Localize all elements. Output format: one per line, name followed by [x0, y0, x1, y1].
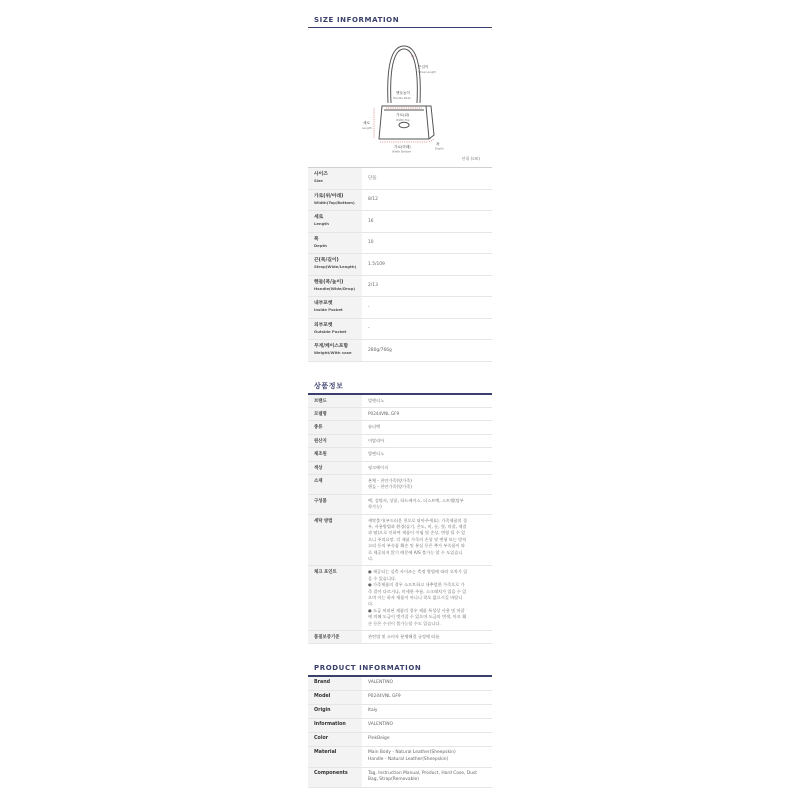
handle-label-en: Handle Wide [393, 96, 411, 100]
goods-row-value-line: P0244VNL GF9 [368, 410, 400, 416]
product-row [308, 705, 492, 719]
size-row-label-ko: 세로 [314, 215, 324, 220]
size-row-value: 1.5/109 [362, 254, 492, 276]
size-row [308, 168, 492, 190]
goods-row [308, 566, 492, 631]
size-row-label-ko: 가로(위/아래) [314, 193, 344, 199]
product-row-value [362, 767, 492, 787]
size-row [308, 318, 492, 340]
size-row-value: 8/12 [362, 189, 492, 211]
size-row [308, 254, 492, 276]
goods-table [308, 394, 492, 645]
width-bottom-label-en: Width Bottom [392, 149, 412, 153]
product-row-label: Components [308, 767, 362, 787]
product-row [308, 691, 492, 705]
goods-row-value-line: 착가능) [368, 504, 382, 510]
product-row-value-line: PinkBeige [368, 736, 390, 742]
size-row-value: - [362, 318, 492, 340]
length-label: 세로 [363, 121, 370, 125]
product-row-value-line: Tag, Instruction Manual, Product, Hard Case, Dust [368, 770, 477, 776]
goods-row-value-line: 다. [368, 601, 374, 607]
goods-row-label: 제조원 [308, 448, 362, 461]
goods-row-value-line: 이탈리아 [368, 437, 385, 443]
goods-row-label: 색상 [308, 461, 362, 474]
size-row-value: 2/13 [362, 275, 492, 297]
size-row-label-en: Weight/With case [314, 350, 352, 355]
goods-row-value-line: 으며 이는 하자 제품이 아니니 착오 없으시길 바랍니 [368, 595, 463, 601]
goods-row-value [362, 474, 492, 494]
product-information-title: PRODUCT INFORMATION [308, 662, 492, 676]
size-row [308, 275, 492, 297]
product-row-label: Origin [308, 705, 362, 719]
product-row-label: Brand [308, 677, 362, 691]
unit-label: 단위 (cm) [461, 156, 480, 161]
product-row-value [362, 705, 492, 719]
goods-row-value-line: 본체 - 천연가죽(양가죽) [368, 477, 412, 483]
product-row-label: Material [308, 747, 362, 767]
goods-row-value-line: 핑크베이지 [368, 464, 389, 470]
goods-information-title: 상품정보 [308, 380, 492, 394]
product-row-label: Information [308, 719, 362, 733]
product-row-value-line: VALENTINO [368, 722, 393, 728]
goods-row-value-line: 고리 등의 부속품 훼손 및 분실 등은 추가 부속품이 따 [368, 543, 465, 549]
bag-diagram-svg [308, 28, 492, 153]
goods-row-label: 소재 [308, 474, 362, 494]
product-row [308, 677, 492, 691]
goods-row-label: 원산지 [308, 434, 362, 447]
goods-row [308, 394, 492, 407]
size-row-value: 단품 [362, 168, 492, 190]
goods-row [308, 461, 492, 474]
goods-row-value [362, 494, 492, 514]
size-row-label-ko: 폭 [314, 236, 319, 242]
size-row-value: - [362, 297, 492, 319]
product-row-label: Color [308, 733, 362, 747]
product-table [308, 676, 492, 787]
goods-row-value-line: 과 땀)으로 인하여 제품이 이염 및 손상, 변형 될 수 있 [368, 530, 466, 536]
handle-label: 핸들높이 [396, 91, 410, 95]
goods-row-value-line: 우, 사용방법과 환경(습기, 온도, 비, 눈, 빛, 마찰, 제결 [368, 523, 467, 529]
size-row-label-ko: 끈(폭/길이) [314, 258, 339, 263]
size-row-label-en: Size [314, 178, 323, 183]
bag-clasp [399, 122, 409, 128]
goods-row-label: 브랜드 [308, 394, 362, 407]
size-row-label-en: Length [314, 221, 329, 226]
product-row-value-line: Italy [368, 708, 378, 714]
width-bottom-label: 가로(아래) [394, 145, 411, 149]
goods-row-label: 종류 [308, 421, 362, 434]
goods-row-value [362, 407, 492, 420]
product-row-value [362, 733, 492, 747]
size-row-label-ko: 내부포켓 [314, 301, 333, 306]
goods-row-value [362, 461, 492, 474]
goods-row-label: 세탁 방법 [308, 514, 362, 566]
goods-row [308, 407, 492, 420]
goods-row-value-line: 손 등은 수선이 불가능할 수도 있습니다. [368, 620, 441, 626]
goods-row-value [362, 514, 492, 566]
depth-label-en: Depth [435, 146, 444, 151]
product-row-value-line: VALENTINO [368, 680, 393, 686]
size-row-value: 10 [362, 232, 492, 254]
size-row-value: 280g/766g [362, 340, 492, 362]
depth-label: 폭 [436, 142, 440, 146]
goods-row [308, 514, 492, 566]
detail-column [308, 0, 492, 788]
goods-row-value-line: 죽 결이 다르거나, 미세한 주름, 스크래치가 있을 수 있 [368, 588, 467, 594]
goods-row-value-line: 로 제공되지 않기 때문에 A/S 불가능 할 수 도있습니 [368, 549, 463, 555]
product-row [308, 767, 492, 787]
product-row-value-line: Bag, Strap(Removable) [368, 777, 420, 783]
product-row-value-line: Main Body - Natural Leather(Sheepskin) [368, 750, 456, 756]
goods-row-value-line: 세탁불가(부드러운 천으로 닦아주세요). 가죽제품의 경 [368, 517, 467, 523]
product-row [308, 747, 492, 767]
size-row-label-ko: 무게/케이스포함 [314, 344, 349, 349]
goods-row-value [362, 566, 492, 631]
goods-row-value-line: 다. [368, 556, 374, 561]
size-row [308, 232, 492, 254]
size-row-label-en: Handle(Wide/Drop) [314, 285, 356, 291]
size-row [308, 189, 492, 211]
size-information-title: SIZE INFORMATION [308, 14, 492, 28]
size-row [308, 297, 492, 319]
product-row-value-line: Handle - Natural Leather(Sheepskin) [368, 757, 449, 763]
goods-row [308, 631, 492, 644]
goods-row-value [362, 394, 492, 407]
width-top-label-en: Width Top [396, 118, 410, 122]
goods-row-value-line: 숄더백 [368, 424, 381, 430]
size-row-label-en: Outside Pocket [314, 328, 347, 334]
goods-row-value-line: 에 의해 도금이 벗겨질 수 있으며 도금의 변색, 마모 훼 [368, 614, 467, 620]
size-row-label-en: Depth [314, 242, 327, 248]
size-row-label-ko: 핸들(폭/높이) [314, 279, 344, 285]
product-row-value [362, 677, 492, 691]
goods-row-value-line: ● 가죽제품의 경우 소프트하고 내추럴한 가죽으로 가 [368, 582, 465, 588]
goods-row [308, 494, 492, 514]
size-table [308, 167, 492, 362]
strap-label: 끈길이 [418, 65, 429, 69]
goods-row-value [362, 631, 492, 644]
goods-row [308, 448, 492, 461]
goods-row-value [362, 421, 492, 434]
goods-row-value-line: 으니 주의요망. 각 제품 가죽의 손상 및 변형 또는 망치 [368, 536, 467, 542]
goods-row-value-line: ● 도금 처리된 제품의 경우 제품 특성상 사용 및 마찰 [368, 607, 465, 613]
strap-label-en: Strap Length [418, 70, 437, 74]
size-row [308, 340, 492, 362]
length-label-en: Length [362, 126, 372, 130]
size-row [308, 211, 492, 233]
goods-row-value-line: 발렌티노 [368, 397, 385, 403]
goods-row-value-line: 핸들 - 천연가죽(양가죽) [368, 484, 412, 490]
size-row-label-ko: 사이즈 [314, 172, 328, 177]
size-row-label-en: Strap(Wide/Length) [314, 264, 357, 269]
goods-row-value-line: 을 수 있습니다. [368, 575, 397, 581]
bag-size-diagram [308, 28, 492, 153]
size-row-label-ko: 외부포켓 [314, 322, 333, 328]
goods-row [308, 474, 492, 494]
goods-row-label: 품질보증기준 [308, 631, 362, 644]
goods-row-value-line: ● 제공되는 실측 사이즈는 측정 방법에 따라 오차가 있 [368, 569, 468, 575]
goods-row [308, 421, 492, 434]
goods-row-value [362, 434, 492, 447]
product-row-label: Model [308, 691, 362, 705]
unit-row [308, 153, 492, 167]
size-row-label-en: Inside Pocket [314, 307, 343, 312]
goods-row-value [362, 448, 492, 461]
goods-row-label: 모델명 [308, 407, 362, 420]
size-row-label-en: Width(Top/Bottom) [314, 199, 355, 205]
product-row [308, 719, 492, 733]
width-top-label: 가로(위) [396, 113, 410, 117]
goods-row-label: 구성품 [308, 494, 362, 514]
goods-row-label: 체크 포인트 [308, 566, 362, 631]
product-row-value [362, 691, 492, 705]
goods-row [308, 434, 492, 447]
product-row [308, 733, 492, 747]
product-row-value [362, 747, 492, 767]
depth-measure-line [429, 139, 434, 142]
product-row-value-line: P0244VNL GF9 [368, 694, 401, 700]
goods-row-value-line: 관련법 및 소비자 분쟁해결 규정에 따름 [368, 634, 440, 640]
product-row-value [362, 719, 492, 733]
goods-row-value-line: 택, 설명서, 상품, 하드케이스, 더스트백, 스트랩(탈부 [368, 497, 464, 503]
size-row-value: 16 [362, 211, 492, 233]
goods-row-value-line: 발렌티노 [368, 451, 385, 457]
